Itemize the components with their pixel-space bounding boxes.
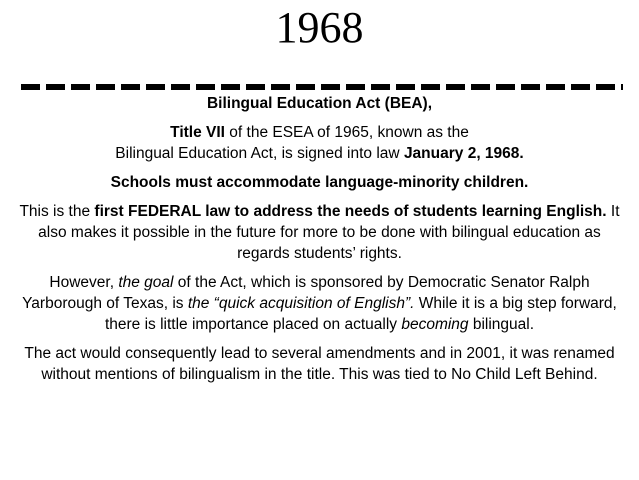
accommodate-text: Schools must accommodate language-minority children. bbox=[110, 174, 529, 191]
quick-acquisition-text: the “quick acquisition of English”. bbox=[187, 295, 415, 312]
bilingual-text: bilingual. bbox=[468, 316, 535, 333]
federal-law-text: first FEDERAL law to address the needs of students learning English. bbox=[94, 203, 607, 220]
slide-title: 1968 bbox=[275, 3, 364, 52]
sponsor-text: of the Act, which is sponsored by Democratic Senator Ralph Yarborough of Texas, is bbox=[22, 274, 590, 312]
becoming-text: becoming bbox=[401, 316, 469, 333]
heading-paragraph bbox=[10, 93, 629, 114]
step-forward-text: While it is a big step forward, there is little importance placed on actually bbox=[104, 295, 617, 333]
amendments-text: The act would consequently lead to several amendments and in 2001, it was renamed without mentions of bilingualism in the title. This was tied to No Child Left Behind. bbox=[24, 345, 615, 383]
amendments-paragraph bbox=[10, 343, 629, 385]
dashed-divider bbox=[21, 84, 623, 90]
title-vii-text: Title VII bbox=[170, 124, 225, 141]
federal-intro-text: This is the bbox=[19, 203, 95, 220]
goal-text: the goal bbox=[118, 274, 174, 291]
slide-body bbox=[10, 93, 629, 393]
title-vii-paragraph bbox=[10, 122, 629, 164]
signing-date: January 2, 1968. bbox=[403, 145, 524, 162]
goal-intro-text: However, bbox=[49, 274, 119, 291]
accommodate-paragraph bbox=[10, 172, 629, 193]
act-heading: Bilingual Education Act (BEA), bbox=[206, 95, 433, 112]
goal-paragraph bbox=[10, 272, 629, 335]
esea-text: of the ESEA of 1965, known as the bbox=[224, 124, 469, 141]
federal-law-paragraph bbox=[10, 201, 629, 264]
federal-rest-text: It also makes it possible in the future for more to be done with bilingual education as regards students’ rights. bbox=[38, 203, 620, 262]
signed-text: Bilingual Education Act, is signed into law bbox=[115, 145, 404, 162]
